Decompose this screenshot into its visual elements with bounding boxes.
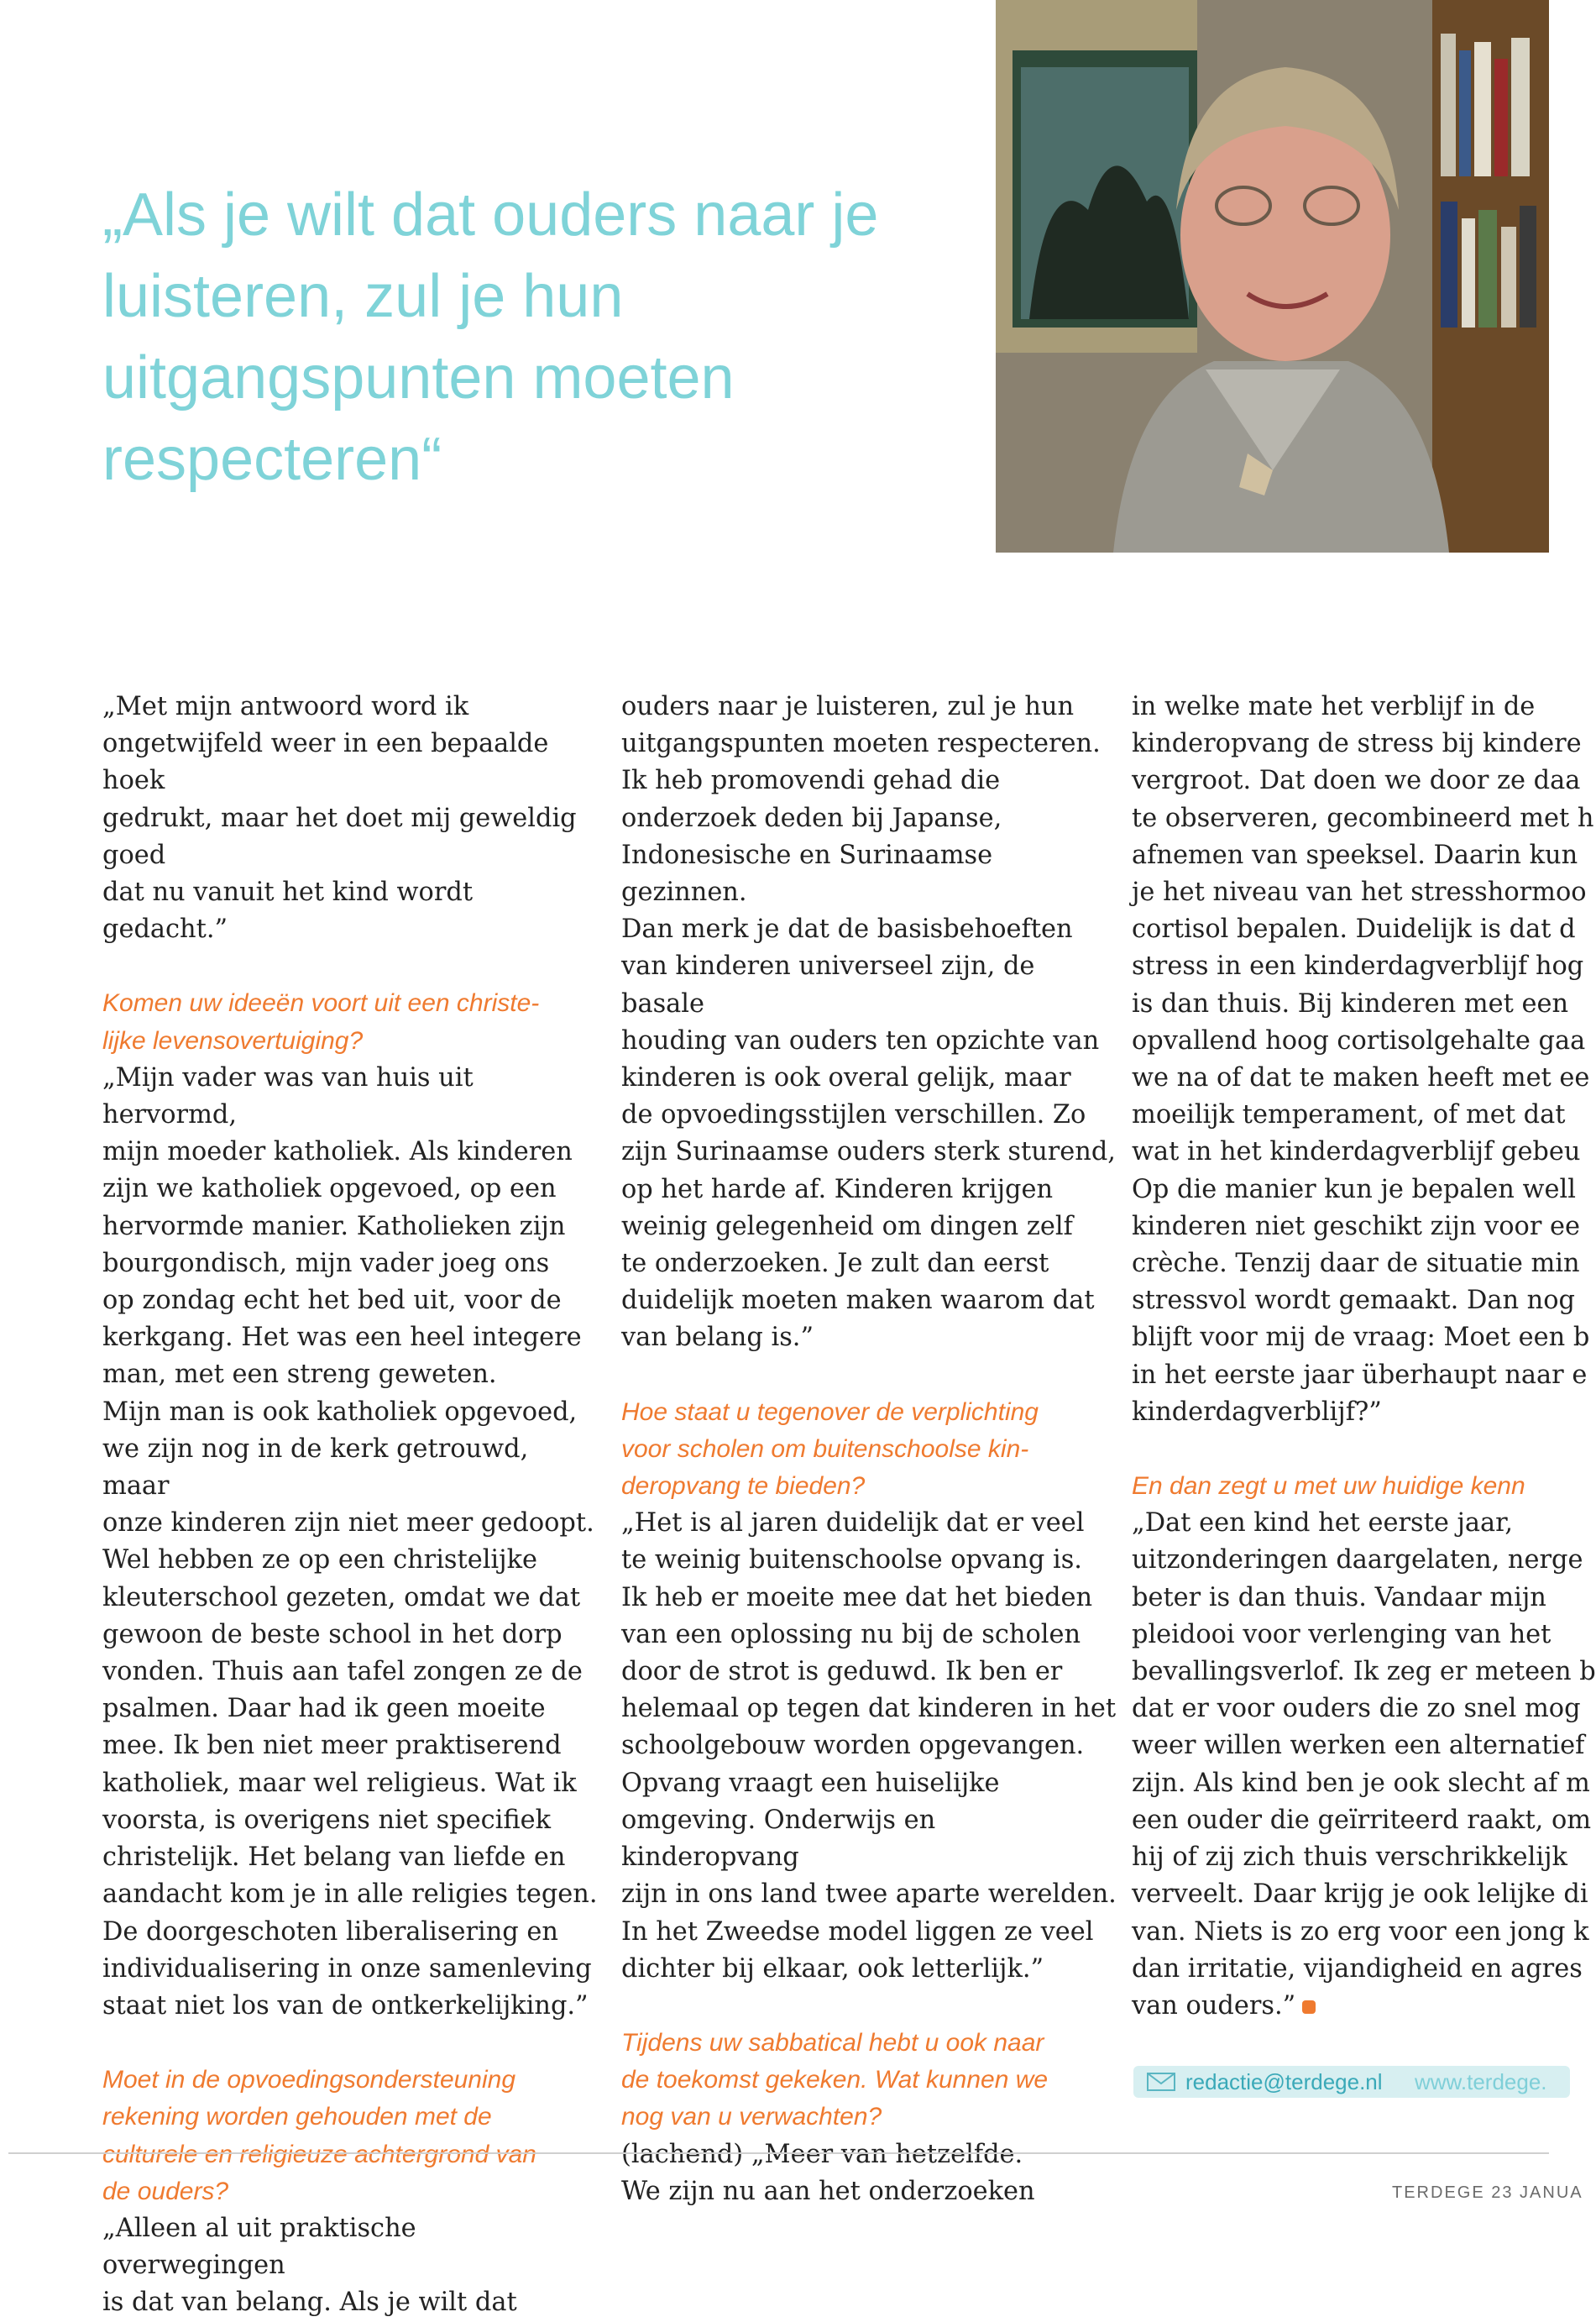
text-line: christelijk. Het belang van liefde en: [102, 1842, 566, 1873]
text-line: op het harde af. Kinderen krijgen: [621, 1174, 1054, 1204]
text-line: dat nu vanuit het kind wordt gedacht.”: [102, 878, 474, 945]
text-line: Tijdens uw sabbatical hebt u ook naar: [621, 2028, 1044, 2057]
paragraph: [621, 2136, 1117, 2210]
text-line: van een oplossing nu bij de scholen: [621, 1619, 1081, 1649]
text-line: zijn Surinaamse ouders sterk sturend,: [621, 1137, 1116, 1167]
text-line: een ouder die geïrriteerd raakt, om: [1132, 1805, 1592, 1835]
interview-question: [1132, 1468, 1568, 1505]
text-line: kleuterschool gezeten, omdat we dat: [102, 1582, 581, 1612]
text-line: stressvol wordt gemaakt. Dan nog: [1132, 1286, 1576, 1316]
text-line: stress in een kinderdagverblijf hog: [1132, 951, 1584, 982]
paragraph: [102, 1060, 598, 2025]
text-line: hij of zij zich thuis verschrikkelijk: [1132, 1842, 1567, 1873]
paragraph: [621, 1505, 1117, 1988]
text-line: ouders naar je luisteren, zul je hun: [621, 692, 1075, 721]
text-line: afnemen van speeksel. Daarin kun: [1132, 840, 1578, 870]
text-line: Op die manier kun je bepalen well: [1132, 1174, 1576, 1204]
text-line: je het niveau van het stresshormoo: [1132, 878, 1587, 908]
pull-quote: [102, 175, 908, 501]
text-line: vergroot. Dat doen we door ze daa: [1132, 766, 1581, 796]
text-line: weer willen werken een alternatief: [1132, 1731, 1585, 1761]
text-line: in het eerste jaar überhaupt naar e: [1132, 1360, 1588, 1390]
text-line: „Het is al jaren duidelijk dat er veel: [621, 1508, 1085, 1538]
text-line: mijn moeder katholiek. Als kinderen: [102, 1137, 573, 1167]
paragraph: [1132, 689, 1594, 1431]
text-line: de opvoedingsstijlen verschillen. Zo: [621, 1100, 1086, 1130]
text-line: Ik heb promovendi gehad die: [621, 766, 1001, 796]
text-line: zijn. Als kind ben je ook slecht af m: [1132, 1768, 1590, 1798]
page-footer: TERDEGE 23 JANUA: [1392, 2183, 1583, 2202]
pull-quote-line: respecteren“: [102, 426, 442, 493]
text-line: aandacht kom je in alle religies tegen.: [102, 1879, 598, 1910]
text-line: lijke levensovertuiging?: [102, 1026, 364, 1055]
text-line: staat niet los van de ontkerkelijking.”: [102, 1990, 589, 2021]
text-line: hervormde manier. Katholieken zijn: [102, 1211, 566, 1241]
text-line: dan irritatie, vijandigheid en agres: [1132, 1953, 1583, 1984]
text-line: we zijn nog in de kerk getrouwd, maar: [102, 1434, 529, 1502]
text-line: van belang is.”: [621, 1323, 814, 1353]
footer-divider: [8, 2152, 1549, 2154]
text-line: ongetwijfeld weer in een bepaalde hoek: [102, 729, 549, 796]
text-line: bourgondisch, mijn vader joeg ons: [102, 1248, 550, 1278]
text-line: mee. Ik ben niet meer praktiserend: [102, 1731, 562, 1761]
pull-quote-line: „Als je wilt dat ouders naar je: [102, 181, 879, 249]
article-column-2: [621, 689, 1117, 2210]
text-line: kerkgang. Het was een heel integere: [102, 1323, 582, 1353]
text-line: In het Zweedse model liggen ze veel: [621, 1916, 1094, 1947]
text-line: omgeving. Onderwijs en kinderopvang: [621, 1805, 936, 1873]
text-line: kinderen niet geschikt zijn voor ee: [1132, 1211, 1580, 1241]
text-line: Hoe staat u tegenover de verplichting: [621, 1397, 1039, 1426]
text-line: zijn we katholiek opgevoed, op een: [102, 1174, 557, 1204]
text-line: gedrukt, maar het doet mij geweldig goed: [102, 803, 577, 870]
text-line: culturele en religieuze achtergrond van: [102, 2140, 536, 2168]
text-line: voor scholen om buitenschoolse kin-: [621, 1434, 1029, 1463]
paragraph: [621, 689, 1117, 1357]
text-line: „Mijn vader was van huis uit hervormd,: [102, 1062, 474, 1130]
text-line: kinderen is ook overal gelijk, maar: [621, 1063, 1071, 1093]
text-line: schoolgebouw worden opgevangen.: [621, 1731, 1085, 1761]
text-line: katholiek, maar wel religieus. Wat ik: [102, 1768, 577, 1798]
article-column-3: [1132, 689, 1596, 2025]
text-line: in welke mate het verblijf in de: [1132, 692, 1536, 721]
text-line: verveelt. Daar krijg je ook lelijke di: [1132, 1879, 1588, 1910]
text-line: Dan merk je dat de basisbehoeften: [621, 915, 1073, 945]
text-line: van ouders.”: [1132, 1990, 1296, 2021]
text-line: „Alleen al uit praktische overwegingen: [102, 2213, 416, 2281]
end-of-article-mark: [1302, 2000, 1316, 2014]
text-line: dat er voor ouders die zo snel mog: [1132, 1694, 1581, 1724]
text-line: kinderopvang de stress bij kindere: [1132, 729, 1582, 759]
text-line: opvallend hoog cortisolgehalte gaa: [1132, 1025, 1586, 1056]
text-line: is dan thuis. Bij kinderen met een: [1132, 988, 1569, 1019]
text-line: onderzoek deden bij Japanse,: [621, 803, 1002, 833]
text-line: cortisol bepalen. Duidelijk is dat d: [1132, 915, 1576, 945]
text-line: (lachend) „Meer van hetzelfde.: [621, 2139, 1023, 2169]
interview-question: [621, 2025, 1117, 2136]
text-line: pleidooi voor verlenging van het: [1132, 1619, 1552, 1649]
text-line: Indonesische en Surinaamse gezinnen.: [621, 840, 993, 908]
text-line: is dat van belang. Als je wilt dat: [102, 2288, 517, 2318]
text-line: kinderdagverblijf?”: [1132, 1397, 1382, 1427]
text-line: individualisering in onze samenleving: [102, 1953, 592, 1984]
text-line: nog van u verwachten?: [621, 2103, 882, 2131]
text-line: houding van ouders ten opzichte van: [621, 1025, 1100, 1056]
text-line: wat in het kinderdagverblijf gebeu: [1132, 1137, 1581, 1167]
portrait-photo: [996, 0, 1549, 553]
text-line: man, met een streng geweten.: [102, 1360, 497, 1390]
text-line: rekening worden gehouden met de: [102, 2103, 492, 2131]
text-line: duidelijk moeten maken waarom dat: [621, 1286, 1095, 1316]
text-line: weinig gelegenheid om dingen zelf: [621, 1211, 1073, 1241]
text-line: te weinig buitenschoolse opvang is.: [621, 1545, 1082, 1575]
text-line: vonden. Thuis aan tafel zongen ze de: [102, 1657, 583, 1687]
text-line: helemaal op tegen dat kinderen in het: [621, 1694, 1117, 1724]
text-line: onze kinderen zijn niet meer gedoopt.: [102, 1508, 594, 1538]
interview-question: [621, 1394, 1117, 1506]
text-line: Wel hebben ze op een christelijke: [102, 1545, 537, 1575]
text-line: moeilijk temperament, of met dat: [1132, 1100, 1566, 1130]
text-line: te observeren, gecombineerd met h: [1132, 803, 1594, 833]
text-line: de ouders?: [102, 2177, 229, 2205]
text-line: We zijn nu aan het onderzoeken: [621, 2176, 1035, 2206]
text-line: van kinderen universeel zijn, de basale: [621, 951, 1035, 1019]
text-line: van. Niets is zo erg voor een jong k: [1132, 1916, 1589, 1947]
envelope-icon: [1147, 2073, 1175, 2091]
contact-email-link[interactable]: redactie@terdege.nl: [1185, 2069, 1383, 2094]
text-line: door de strot is geduwd. Ik ben er: [621, 1657, 1063, 1687]
text-line: De doorgeschoten liberalisering en: [102, 1916, 558, 1947]
pull-quote-line: uitgangspunten moeten: [102, 344, 735, 411]
text-line: beter is dan thuis. Vandaar mijn: [1132, 1582, 1546, 1612]
text-line: Opvang vraagt een huiselijke: [621, 1768, 1000, 1798]
text-line: Moet in de opvoedingsondersteuning: [102, 2066, 516, 2094]
text-line: „Dat een kind het eerste jaar,: [1132, 1508, 1514, 1538]
paragraph: [102, 689, 598, 948]
text-line: voorsta, is overigens niet specifiek: [102, 1805, 552, 1835]
paragraph: [102, 2210, 598, 2322]
interview-question: [102, 985, 598, 1059]
text-line: En dan zegt u met uw huidige kenn: [1132, 1472, 1525, 1501]
pull-quote-line: luisteren, zul je hun: [102, 263, 624, 330]
text-line: Mijn man is ook katholiek opgevoed,: [102, 1397, 578, 1427]
text-line: Komen uw ideeën voort uit een christe-: [102, 989, 540, 1018]
text-line: blijft voor mij de vraag: Moet een b: [1132, 1323, 1590, 1353]
text-line: we na of dat te maken heeft met ee: [1132, 1063, 1590, 1093]
interview-question: [102, 2062, 598, 2210]
text-line: „Met mijn antwoord word ik: [102, 692, 469, 721]
text-line: bevallingsverlof. Ik zeg er meteen b: [1132, 1657, 1596, 1687]
text-line: deropvang te bieden?: [621, 1472, 866, 1501]
text-line: zijn in ons land twee aparte werelden.: [621, 1879, 1117, 1910]
website-link[interactable]: www.terdege.: [1415, 2069, 1547, 2094]
paragraph: [1132, 1505, 1596, 2025]
text-line: crèche. Tenzij daar de situatie min: [1132, 1249, 1580, 1279]
text-line: te onderzoeken. Je zult dan eerst: [621, 1249, 1049, 1279]
text-line: op zondag echt het bed uit, voor de: [102, 1286, 562, 1316]
text-line: Ik heb er moeite mee dat het bieden: [621, 1582, 1093, 1612]
article-column-1: [102, 689, 598, 2322]
text-line: psalmen. Daar had ik geen moeite: [102, 1694, 546, 1724]
text-line: uitgangspunten moeten respecteren.: [621, 729, 1101, 759]
contact-bar: [1133, 2066, 1570, 2098]
text-line: uitzonderingen daargelaten, nerge: [1132, 1545, 1583, 1575]
text-line: dichter bij elkaar, ook letterlijk.”: [621, 1953, 1044, 1984]
text-line: de toekomst gekeken. Wat kunnen we: [621, 2066, 1049, 2094]
text-line: gewoon de beste school in het dorp: [102, 1619, 563, 1649]
